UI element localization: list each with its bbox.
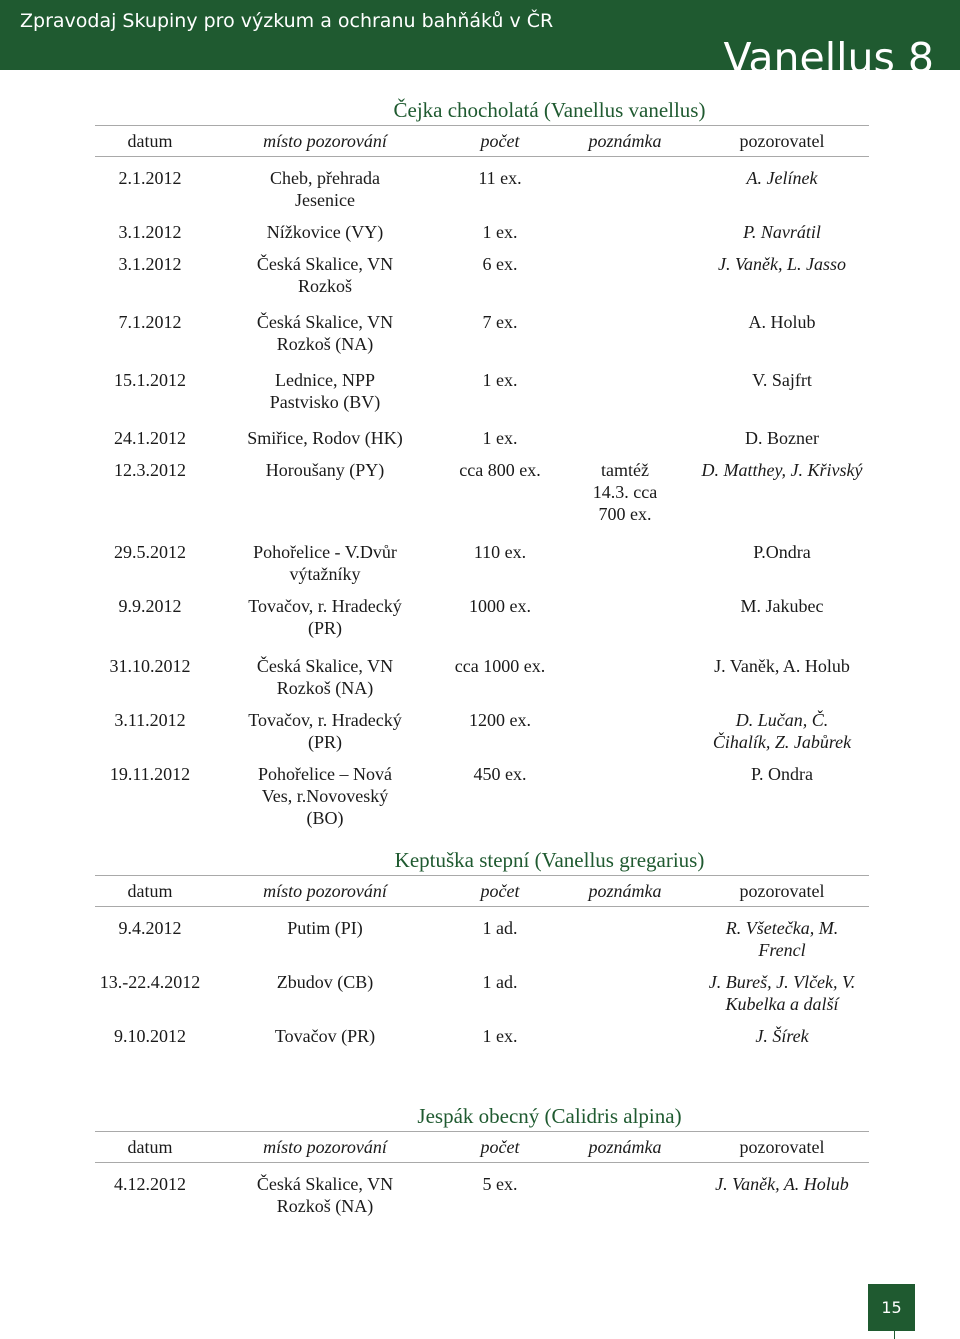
cell-pocet: 1 ex. (482, 1026, 518, 1046)
table-header (95, 875, 869, 907)
section-title: Čejka chocholatá (Vanellus vanellus) (393, 98, 706, 122)
cell-datum: 3.1.2012 (118, 222, 182, 242)
page-number: 15 (881, 1298, 902, 1317)
cell-misto: Nížkovice (VY) (266, 222, 384, 242)
cell-datum: 9.10.2012 (114, 1026, 186, 1046)
cell-pocet: 7 ex. (482, 312, 518, 332)
table-header (95, 1131, 869, 1163)
cell-pozorovatel: J. Vaněk, L. Jasso (718, 254, 846, 274)
table-row (95, 369, 869, 413)
col-pozorovatel: pozorovatel (739, 1136, 825, 1157)
cell-poznamka (555, 311, 695, 355)
cell-pozorovatel: J. Vaněk, A. Holub (714, 656, 850, 676)
cell-pozorovatel: P. Ondra (751, 764, 813, 784)
section-title: Jespák obecný (Calidris alpina) (417, 1104, 682, 1128)
cell-pozorovatel: D. Lučan, Č. Čihalík, Z. Jabůrek (712, 710, 852, 752)
cell-pocet: 1 ex. (482, 222, 518, 242)
cell-datum: 2.1.2012 (118, 168, 182, 188)
section-title: Keptuška stepní (Vanellus gregarius) (394, 848, 705, 872)
table-row (95, 655, 869, 699)
col-misto: místo pozorování (263, 880, 387, 901)
section-vanellus-gregarius (95, 845, 869, 1047)
table-row (95, 427, 869, 449)
table-row (95, 167, 869, 211)
table-row (95, 709, 869, 753)
cell-pocet: 450 ex. (473, 764, 527, 784)
cell-pozorovatel: M. Jakubec (740, 596, 824, 616)
col-pocet: počet (480, 130, 520, 151)
cell-pozorovatel: R. Všetečka, M. Frencl (725, 918, 839, 960)
table-row (95, 763, 869, 829)
col-datum: datum (127, 880, 173, 901)
page-number-tick (894, 1331, 895, 1339)
cell-datum: 3.1.2012 (118, 254, 182, 274)
cell-poznamka (555, 369, 695, 413)
section-vanellus-vanellus (95, 95, 869, 829)
cell-poznamka (555, 427, 695, 449)
cell-misto: Horoušany (PY) (265, 460, 385, 480)
cell-pocet: 1000 ex. (469, 596, 531, 616)
cell-pocet: 5 ex. (482, 1174, 518, 1194)
cell-datum: 19.11.2012 (109, 764, 191, 784)
cell-poznamka (555, 763, 695, 829)
cell-poznamka: tamtéž 14.3. cca 700 ex. (592, 460, 658, 524)
col-pocet: počet (480, 1136, 520, 1157)
cell-misto: Česká Skalice, VN Rozkoš (NA) (256, 656, 394, 698)
cell-misto: Tovačov, r. Hradecký (PR) (248, 596, 402, 638)
col-poznamka: poznámka (588, 130, 662, 151)
table-header (95, 125, 869, 157)
cell-pocet: 110 ex. (473, 542, 527, 562)
cell-misto: Tovačov, r. Hradecký (PR) (248, 710, 402, 752)
cell-poznamka (555, 253, 695, 297)
cell-pozorovatel: J. Bureš, J. Vlček, V. Kubelka a další (708, 972, 856, 1014)
page-number-badge (868, 1284, 915, 1331)
cell-pozorovatel: J. Šírek (755, 1026, 809, 1046)
cell-datum: 3.11.2012 (114, 710, 186, 730)
col-poznamka: poznámka (588, 880, 662, 901)
table-row (95, 595, 869, 639)
cell-pocet: 1 ad. (482, 918, 518, 938)
col-pozorovatel: pozorovatel (739, 130, 825, 151)
table-row (95, 917, 869, 961)
table-row (95, 221, 869, 243)
cell-pozorovatel: D. Matthey, J. Křivský (701, 460, 863, 480)
cell-datum: 9.4.2012 (118, 918, 182, 938)
cell-datum: 9.9.2012 (118, 596, 182, 616)
col-pocet: počet (480, 880, 520, 901)
cell-poznamka (555, 655, 695, 699)
table-row (95, 459, 869, 525)
cell-misto: Cheb, přehrada Jesenice (270, 168, 380, 210)
cell-pozorovatel: V. Sajfrt (752, 370, 812, 390)
cell-misto: Lednice, NPP Pastvisko (BV) (269, 370, 381, 412)
table-row (95, 253, 869, 297)
table-row (95, 971, 869, 1015)
cell-misto: Tovačov (PR) (274, 1026, 376, 1046)
cell-misto: Zbudov (CB) (276, 972, 374, 992)
col-pozorovatel: pozorovatel (739, 880, 825, 901)
cell-pozorovatel: A. Holub (748, 312, 816, 332)
newsletter-title: Zpravodaj Skupiny pro výzkum a ochranu bahňáků v ČR (20, 10, 554, 32)
cell-datum: 24.1.2012 (114, 428, 186, 448)
cell-pozorovatel: P.Ondra (753, 542, 811, 562)
header-banner (0, 0, 960, 82)
table-row (95, 1173, 869, 1217)
cell-pocet: 6 ex. (482, 254, 518, 274)
cell-pozorovatel: P. Navrátil (743, 222, 821, 242)
table-row (95, 541, 869, 585)
cell-datum: 29.5.2012 (114, 542, 186, 562)
cell-misto: Putim (PI) (287, 918, 363, 938)
cell-pocet: 11 ex. (478, 168, 522, 188)
cell-poznamka (555, 709, 695, 753)
cell-datum: 4.12.2012 (114, 1174, 186, 1194)
cell-datum: 13.-22.4.2012 (99, 972, 201, 992)
col-misto: místo pozorování (263, 130, 387, 151)
col-datum: datum (127, 130, 173, 151)
cell-pocet: cca 1000 ex. (454, 656, 546, 676)
cell-poznamka (555, 167, 695, 211)
section-calidris-alpina (95, 1101, 869, 1217)
cell-pozorovatel: D. Bozner (745, 428, 819, 448)
cell-poznamka (555, 541, 695, 585)
cell-pozorovatel: J. Vaněk, A. Holub (715, 1174, 849, 1194)
col-misto: místo pozorování (263, 1136, 387, 1157)
cell-pocet: 1 ex. (482, 428, 518, 448)
cell-poznamka (555, 1025, 695, 1047)
cell-misto: Pohořelice - V.Dvůr výtažníky (253, 542, 397, 584)
cell-misto: Smiřice, Rodov (HK) (247, 428, 403, 448)
cell-poznamka (555, 221, 695, 243)
cell-datum: 31.10.2012 (109, 656, 191, 676)
cell-datum: 12.3.2012 (114, 460, 186, 480)
table-row (95, 311, 869, 355)
col-datum: datum (127, 1136, 173, 1157)
cell-pocet: 1 ex. (482, 370, 518, 390)
cell-misto: Pohořelice – Nová Ves, r.Novoveský (BO) (258, 764, 392, 828)
cell-pocet: 1 ad. (482, 972, 518, 992)
cell-pozorovatel: A. Jelínek (746, 168, 818, 188)
cell-datum: 15.1.2012 (114, 370, 186, 390)
table-row (95, 1025, 869, 1047)
cell-misto: Česká Skalice, VN Rozkoš (256, 254, 394, 296)
cell-pocet: 1200 ex. (469, 710, 531, 730)
cell-pocet: cca 800 ex. (459, 460, 541, 480)
cell-poznamka (555, 595, 695, 639)
issue-title: Vanellus 8 (723, 34, 934, 82)
cell-misto: Česká Skalice, VN Rozkoš (NA) (256, 1174, 394, 1216)
col-poznamka: poznámka (588, 1136, 662, 1157)
cell-poznamka (555, 1173, 695, 1217)
cell-datum: 7.1.2012 (118, 312, 182, 332)
cell-poznamka (555, 917, 695, 961)
cell-misto: Česká Skalice, VN Rozkoš (NA) (256, 312, 394, 354)
cell-poznamka (555, 971, 695, 1015)
